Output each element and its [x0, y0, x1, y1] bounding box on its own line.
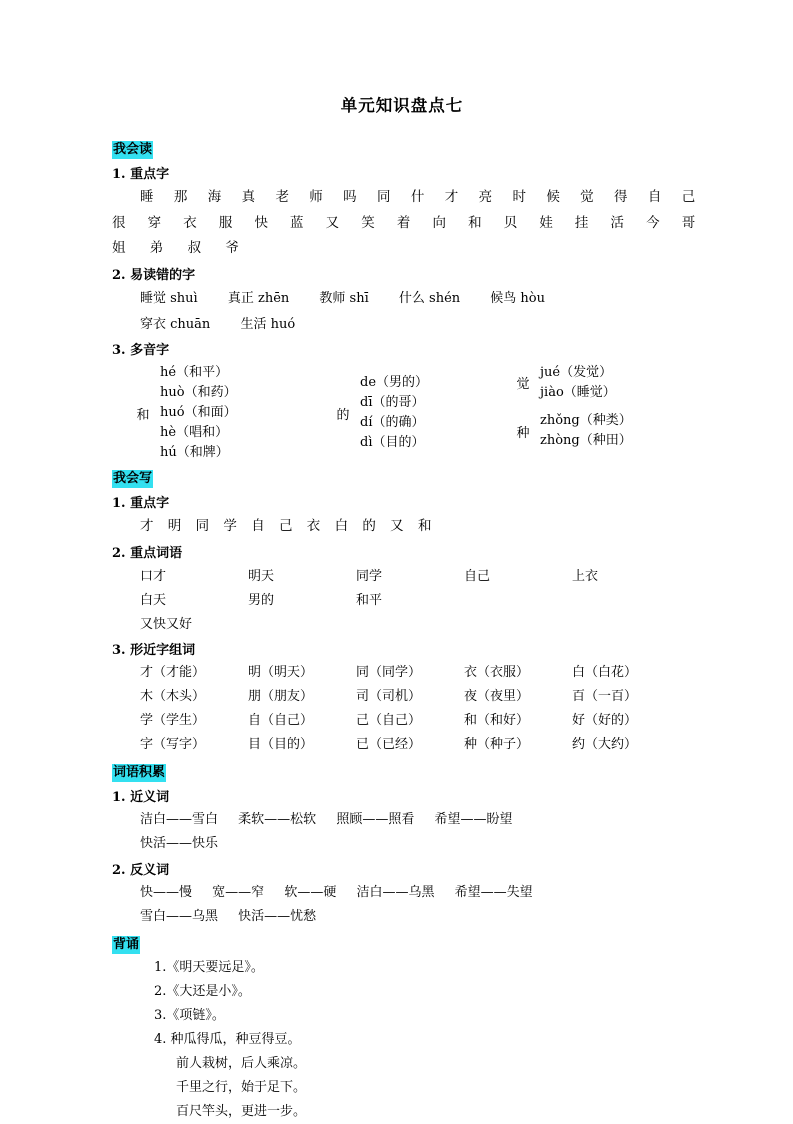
polyphone-readings — [540, 411, 632, 451]
word-cell: 上衣 — [572, 568, 599, 584]
table-cell: 白（白花） — [572, 665, 638, 681]
char: 爷 — [225, 240, 249, 257]
table-cell: 学（学生） — [140, 713, 206, 729]
char: 挂 — [574, 214, 598, 231]
char-line — [140, 185, 695, 211]
table-cell: 己（自己） — [356, 713, 422, 729]
word-pair: 洁白——乌黑 — [356, 885, 435, 901]
char: 白 — [334, 518, 354, 535]
pinyin-item: 真正 zhēn — [227, 291, 290, 307]
char: 又 — [325, 214, 349, 231]
char-line — [112, 236, 692, 262]
polyphone-reading: hú（和牌） — [160, 445, 229, 461]
char: 娃 — [539, 214, 562, 231]
table-cell: 朋（朋友） — [248, 689, 314, 705]
polyphone-reading: huò（和药） — [160, 384, 237, 400]
section-wo-hui-du — [112, 134, 696, 463]
char: 明 — [167, 518, 187, 535]
list-item: 2.《大还是小》。 — [154, 983, 251, 999]
list-item: 千里之行，始于足下。 — [176, 1079, 307, 1095]
char: 海 — [207, 189, 230, 206]
char: 姐 — [112, 240, 136, 257]
table-row — [140, 709, 692, 733]
section-heading: 词语积累 — [113, 765, 166, 781]
word-row — [140, 613, 692, 637]
subsection-title: 1. 近义词 — [112, 789, 170, 805]
pinyin-item: 什么 shén — [398, 291, 461, 307]
polyphone-reading: hé（和平） — [160, 364, 229, 380]
list-item: 3.《项链》。 — [154, 1007, 225, 1023]
page-title: 单元知识盘点七 — [340, 96, 464, 115]
pinyin-item: 穿衣 chuān — [140, 316, 211, 332]
table-cell: 衣（衣服） — [464, 665, 530, 681]
char: 自 — [647, 189, 670, 206]
char: 得 — [614, 189, 636, 206]
table-row — [140, 661, 692, 685]
polyphone-char: 种 — [516, 425, 530, 441]
table-cell: 百（一百） — [572, 689, 638, 705]
polyphone-readings — [360, 373, 428, 454]
char: 同 — [377, 189, 399, 206]
pinyin-item: 教师 shī — [319, 291, 369, 307]
char: 才 — [444, 189, 467, 206]
table-cell: 夜（夜里） — [464, 689, 530, 705]
char-line — [112, 211, 695, 237]
polyphone-readings — [540, 363, 616, 403]
antonym-line — [140, 905, 692, 929]
polyphone-group-jue — [506, 363, 666, 403]
char: 觉 — [580, 189, 602, 206]
char: 真 — [241, 189, 264, 206]
subsection-title: 2. 重点词语 — [112, 546, 183, 562]
table-cell: 明（明天） — [248, 665, 314, 681]
char: 学 — [223, 518, 242, 535]
char: 睡 — [140, 189, 162, 206]
synonym-line — [140, 808, 692, 832]
table-cell: 好（好的） — [572, 713, 638, 729]
char: 候 — [546, 189, 568, 206]
synonym-line — [140, 832, 692, 856]
table-cell: 和（和好） — [464, 713, 530, 729]
char: 快 — [254, 214, 277, 231]
polyphone-char: 的 — [336, 407, 350, 423]
char: 衣 — [306, 518, 326, 535]
polyphone-reading: de（男的） — [360, 374, 429, 390]
char: 的 — [362, 518, 381, 535]
word-pair: 宽——窄 — [212, 885, 265, 901]
table-row — [140, 685, 692, 709]
section-heading: 背诵 — [113, 937, 140, 953]
word-pair: 柔软——松软 — [238, 812, 317, 828]
char: 那 — [173, 189, 196, 206]
antonym-line — [140, 881, 692, 905]
polyphone-readings — [160, 363, 237, 464]
polyphone-group-de — [326, 363, 506, 464]
word-cell: 自己 — [464, 568, 491, 584]
pinyin-item: 生活 huó — [240, 316, 296, 332]
char: 又 — [390, 518, 409, 535]
word-table — [140, 565, 692, 637]
char: 很 — [112, 214, 135, 231]
pinyin-item: 睡觉 shuì — [140, 291, 198, 307]
word-pair: 雪白——乌黑 — [140, 909, 219, 925]
char: 同 — [195, 518, 215, 535]
char: 师 — [309, 189, 331, 206]
section-wo-hui-xie — [112, 463, 692, 757]
char: 亮 — [478, 189, 501, 206]
word-pair: 洁白——雪白 — [140, 812, 219, 828]
word-cell: 白天 — [140, 592, 167, 608]
word-row — [140, 565, 692, 589]
polyphone-char: 觉 — [516, 377, 530, 393]
document-content — [112, 92, 696, 1124]
char: 着 — [396, 214, 420, 231]
char: 自 — [251, 518, 270, 535]
subsection-title: 1. 重点字 — [112, 495, 170, 511]
char-line — [140, 514, 692, 540]
table-cell: 种（种子） — [464, 737, 530, 753]
polyphone-group-he — [126, 363, 326, 464]
section-beisong — [112, 929, 692, 1124]
word-pair: 快活——快乐 — [140, 836, 219, 852]
polyphone-reading: zhǒng（种类） — [540, 412, 632, 428]
char: 衣 — [183, 214, 206, 231]
section-ciyu-jilei — [112, 757, 692, 929]
pinyin-item: 候鸟 hòu — [490, 291, 546, 307]
char: 吗 — [343, 189, 365, 206]
list-item: 4. 种瓜得瓜，种豆得豆。 — [154, 1031, 301, 1047]
char: 穿 — [147, 214, 171, 231]
polyphone-reading: jué（发觉） — [540, 364, 613, 380]
polyphone-reading: dì（目的） — [360, 435, 425, 451]
polyphone-reading: dí（的确） — [360, 415, 425, 430]
pinyin-line — [140, 312, 692, 337]
polyphone-reading: dī（的哥） — [360, 394, 425, 410]
char: 笑 — [361, 214, 384, 231]
polyphone-char: 和 — [136, 407, 150, 423]
polyphone-group-stack — [506, 363, 666, 464]
char: 叔 — [187, 240, 212, 257]
pinyin-line — [140, 286, 692, 311]
char: 老 — [275, 189, 297, 206]
char: 蓝 — [290, 214, 313, 231]
xingjinzi-table — [140, 661, 692, 757]
char: 己 — [681, 189, 696, 206]
word-cell: 明天 — [248, 568, 275, 584]
word-cell: 又快又好 — [140, 616, 193, 632]
table-cell: 字（写字） — [140, 737, 206, 753]
char: 和 — [468, 214, 491, 231]
word-pair: 希望——盼望 — [434, 812, 513, 828]
subsection-title: 1. 重点字 — [112, 166, 170, 182]
table-cell: 司（司机） — [356, 689, 422, 705]
polyphone-reading: hè（唱和） — [160, 425, 229, 441]
char: 和 — [417, 518, 437, 535]
char: 今 — [646, 214, 669, 231]
table-cell: 目（目的） — [248, 737, 314, 753]
char: 活 — [610, 214, 633, 231]
subsection-title: 3. 形近字组词 — [112, 642, 196, 658]
word-cell: 同学 — [356, 568, 383, 584]
polyphone-block — [126, 363, 692, 464]
word-pair: 软——硬 — [284, 885, 337, 901]
word-pair: 希望——失望 — [454, 885, 533, 901]
table-cell: 同（同学） — [356, 665, 422, 681]
char: 弟 — [149, 240, 174, 257]
recite-list — [154, 956, 692, 1124]
char: 哥 — [681, 214, 696, 231]
word-cell: 和平 — [356, 592, 383, 608]
section-heading: 我会读 — [113, 142, 153, 157]
table-cell: 已（已经） — [356, 737, 422, 753]
polyphone-reading: jiào（睡觉） — [540, 384, 616, 400]
table-cell: 才（才能） — [140, 665, 206, 681]
char: 向 — [432, 214, 455, 231]
table-row — [140, 733, 692, 757]
char: 时 — [512, 189, 534, 206]
polyphone-reading: huó（和面） — [160, 404, 237, 420]
char: 己 — [278, 518, 298, 535]
word-cell: 男的 — [248, 592, 275, 608]
section-heading: 我会写 — [113, 471, 153, 487]
word-pair: 快——慢 — [140, 885, 193, 901]
char: 服 — [218, 214, 242, 231]
table-cell: 木（木头） — [140, 689, 206, 705]
char: 贝 — [503, 214, 527, 231]
table-cell: 约（大约） — [572, 737, 638, 753]
subsection-title: 3. 多音字 — [112, 343, 170, 359]
subsection-title: 2. 易读错的字 — [112, 267, 196, 283]
list-item: 百尺竿头，更进一步。 — [176, 1103, 307, 1119]
list-item: 前人栽树，后人乘凉。 — [176, 1055, 307, 1071]
list-item: 1.《明天要远足》。 — [154, 959, 264, 975]
subsection-title: 2. 反义词 — [112, 862, 170, 878]
word-row — [140, 589, 692, 613]
char: 什 — [410, 189, 433, 206]
polyphone-reading: zhòng（种田） — [540, 433, 632, 449]
word-pair: 快活——忧愁 — [238, 909, 317, 925]
polyphone-group-zhong — [506, 411, 666, 451]
char: 才 — [140, 518, 159, 535]
table-cell: 自（自己） — [248, 713, 314, 729]
word-cell: 口才 — [140, 568, 167, 584]
word-pair: 照顾——照看 — [336, 812, 415, 828]
